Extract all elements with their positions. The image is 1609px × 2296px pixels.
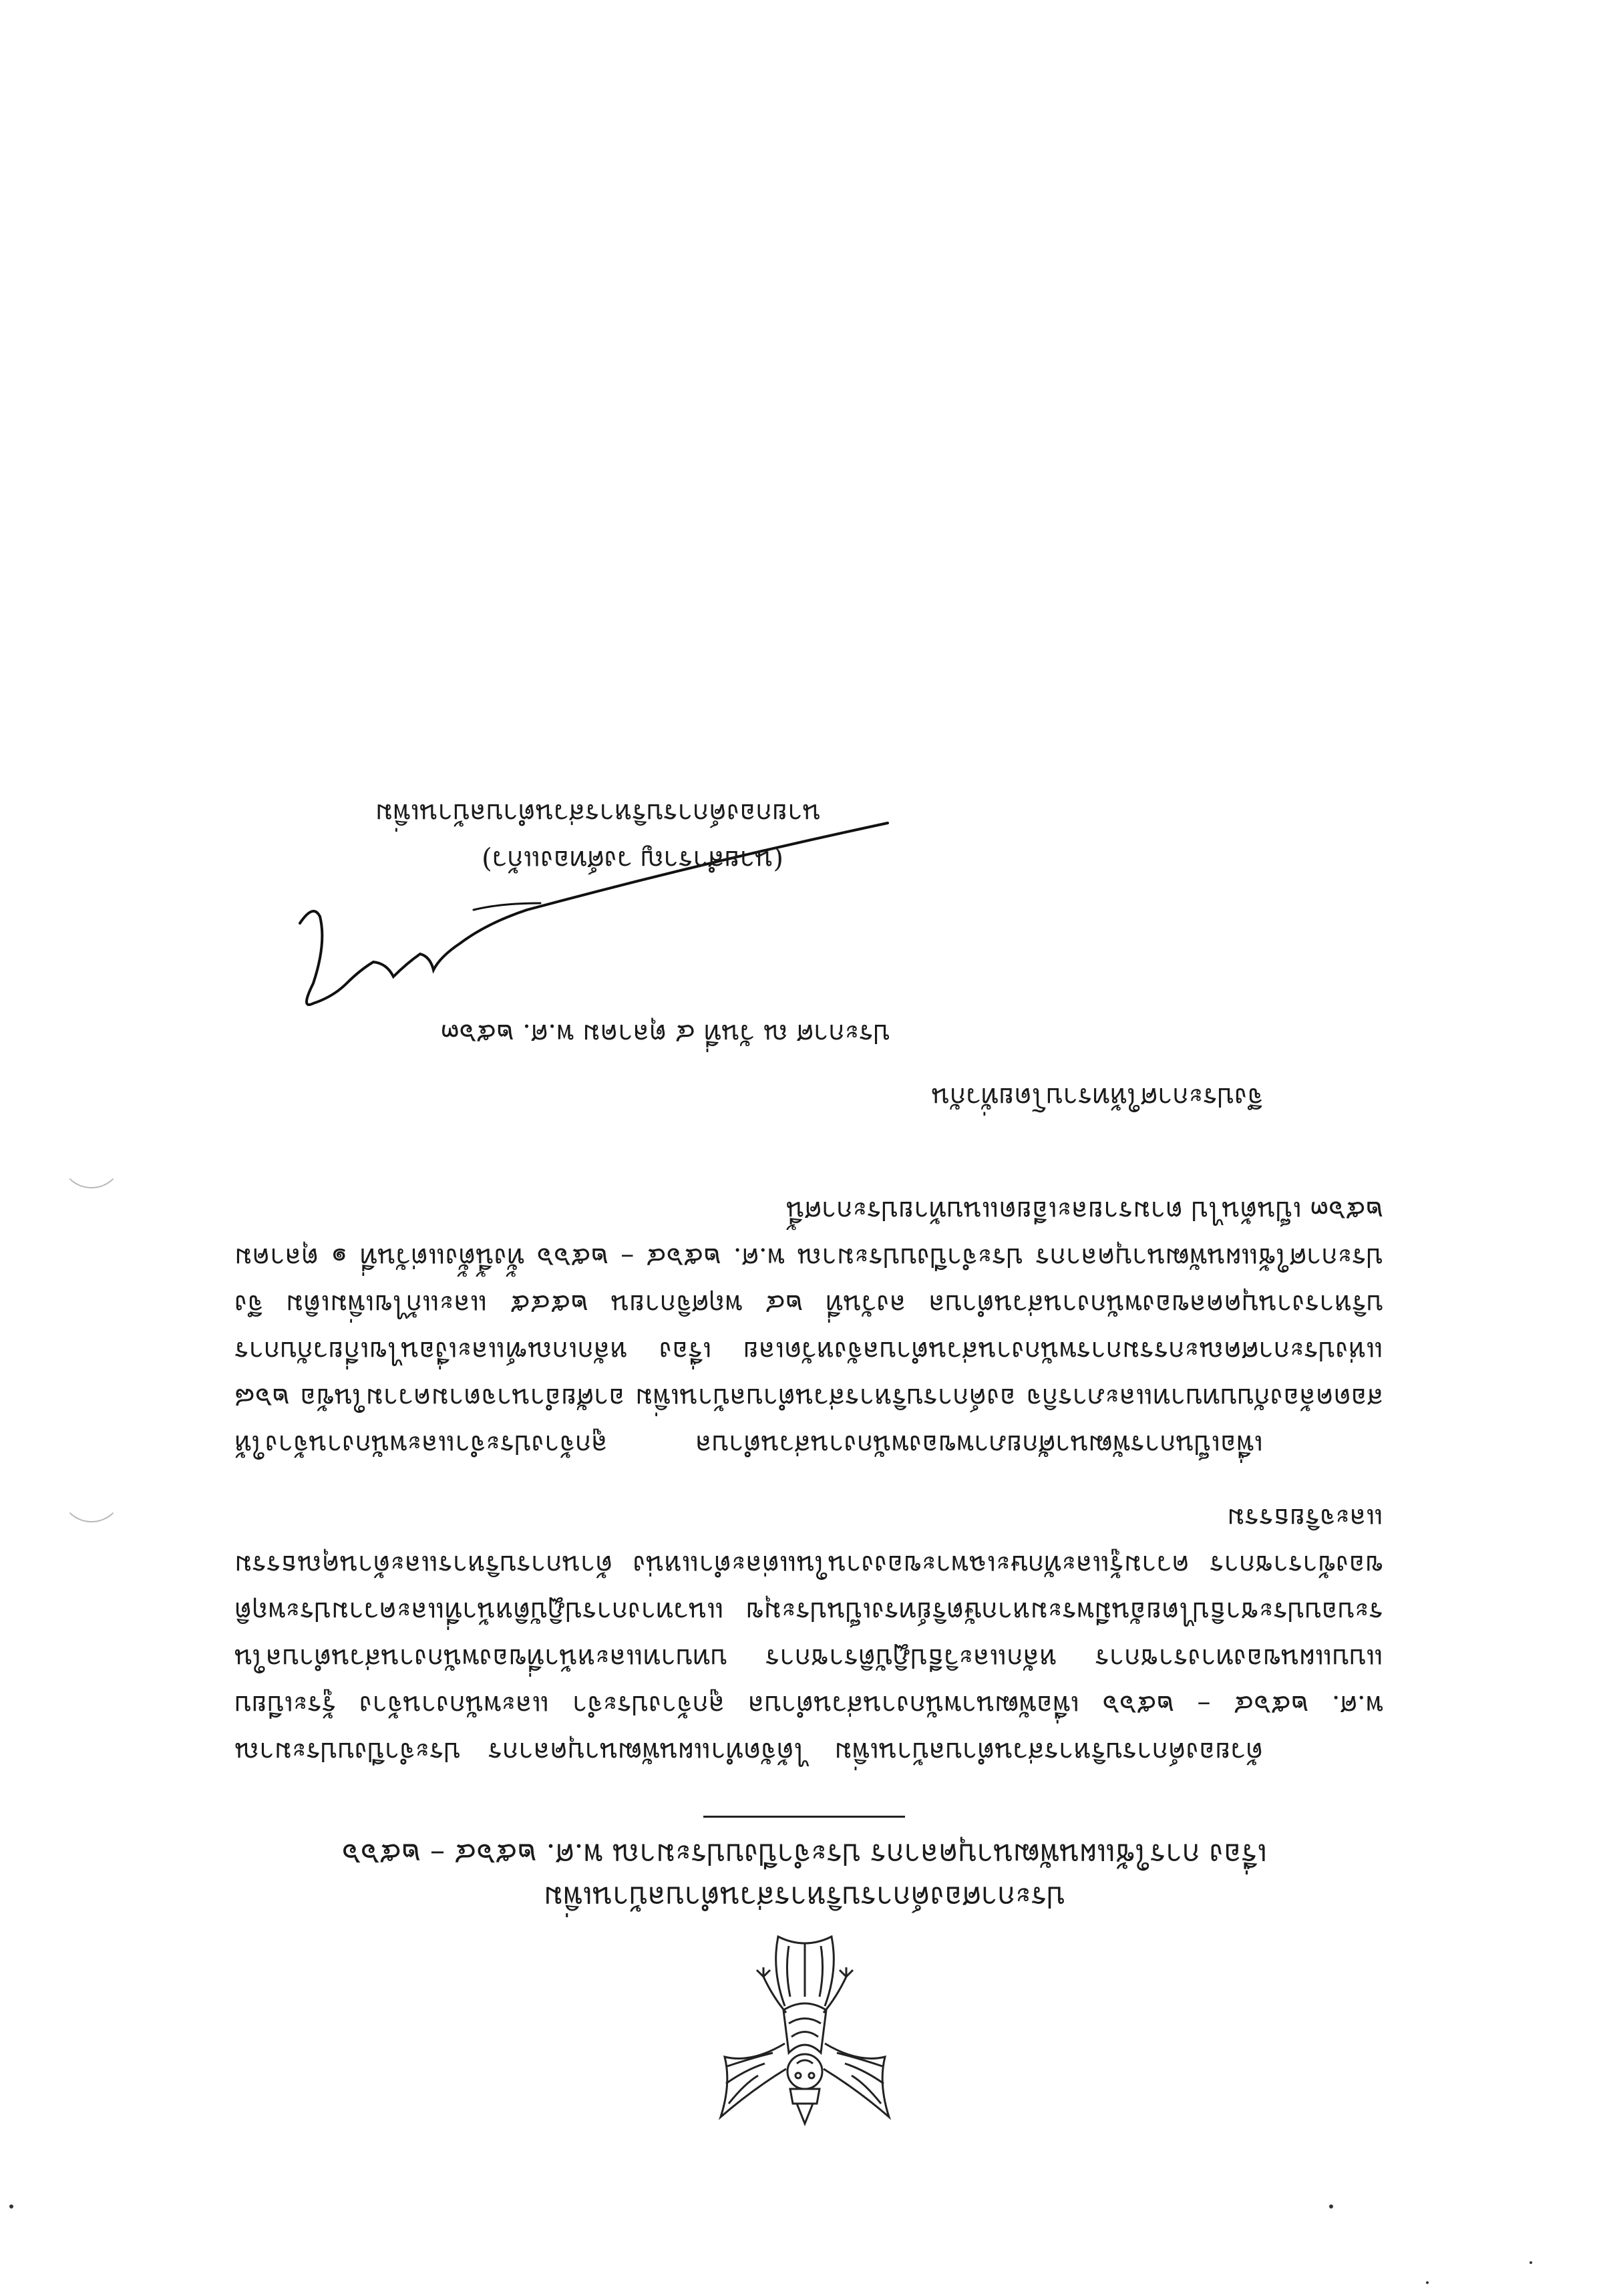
announcement-title: ประกาศองค์การบริหารส่วนตำบลบ้านเพิ่ม [543, 1880, 1066, 1914]
signer-name: (นายสำราญ วงศ์ทองแก้ว) [482, 844, 783, 875]
scan-speck [1530, 2261, 1532, 2264]
body-paragraph-3: จึงประกาศให้ทราบโดยทั่วกัน [931, 1082, 1263, 1112]
issued-date: ประกาศ ณ วันที่ ๔ ตุลาคม พ.ศ. ๒๕๖๓ [441, 1018, 890, 1049]
scan-speck [9, 2204, 13, 2208]
punch-hole-mark [60, 1460, 123, 1522]
garuda-emblem-icon [711, 1930, 898, 2130]
body-paragraph-1: ด้วยองค์การบริหารส่วนตำบลบ้านเพิ่ม ได้จัดทำแผนพัฒนาบุคลากร ประจำปีงบประมาณ พ.ศ. ๒๕๖๔ – ๒๕๖๖ เพื่อพัฒนาพนักงานส่วนตำบล ลูกจ้างประจำ และพนักงานจ้าง รู้ระเบียบแบบแผนของทางราชการ หลักและวิธีปฏิบัติราชการ บทบาทและหน้าที่ของพนักงานส่วนตำบลในระบอบประชาธิปไตยอันมีพระมหากษัตริย์ทรงเป็นประมุข แนวทางการปฏิบัติหน้าที่และความประพฤติของข้าราชการ ความรู้และทักษะเฉพาะของงานในแต่ละตำแหน่ง ด้านการบริหารและด้านคุณธรรมและจริยธรรม [234, 1502, 1383, 1767]
punch-hole-mark [60, 1126, 123, 1188]
announcement-subject: เรื่อง การใช้แผนพัฒนาบุคลากร ประจำปีงบประมาณ พ.ศ. ๒๕๖๔ – ๒๕๖๖ [341, 1837, 1268, 1871]
signer-title: นายกองค์การบริหารส่วนตำบลบ้านเพิ่ม [375, 798, 821, 828]
scan-speck [1426, 2281, 1429, 2284]
title-divider [703, 1816, 905, 1818]
body-paragraph-2: เพื่อเป็นการพัฒนาศักยภาพของพนักงานส่วนตำบล ลูกจ้างประจำและพนักงานจ้างให้สอดคล้องกับบทบาทและภารกิจ องค์การบริหารส่วนตำบลบ้านเพิ่ม อาศัยอำนาจตามความในข้อ ๒๖๘ แห่งประกาศคณะกรรมการพนักงานส่วนตำบลจังหวัดเลย เรื่อง หลักเกณฑ์และเงื่อนไขเกี่ยวกับการบริหารงานบุคคลของพนักงานส่วนตำบล ลงวันที่ ๒๔ พฤศจิกายน ๒๕๔๕ และแก้ไขเพิ่มเติม จึงประกาศใช้แผนพัฒนาบุคลากร ประจำปีงบประมาณ พ.ศ. ๒๕๖๔ – ๒๕๖๖ ทั้งนี้ตั้งแต่วันที่ ๑ ตุลาคม ๒๕๖๓ เป็นต้นไป ตามรายละเอียดแนบท้ายประกาศนี้ [234, 1195, 1383, 1460]
scan-speck [1329, 2204, 1333, 2208]
